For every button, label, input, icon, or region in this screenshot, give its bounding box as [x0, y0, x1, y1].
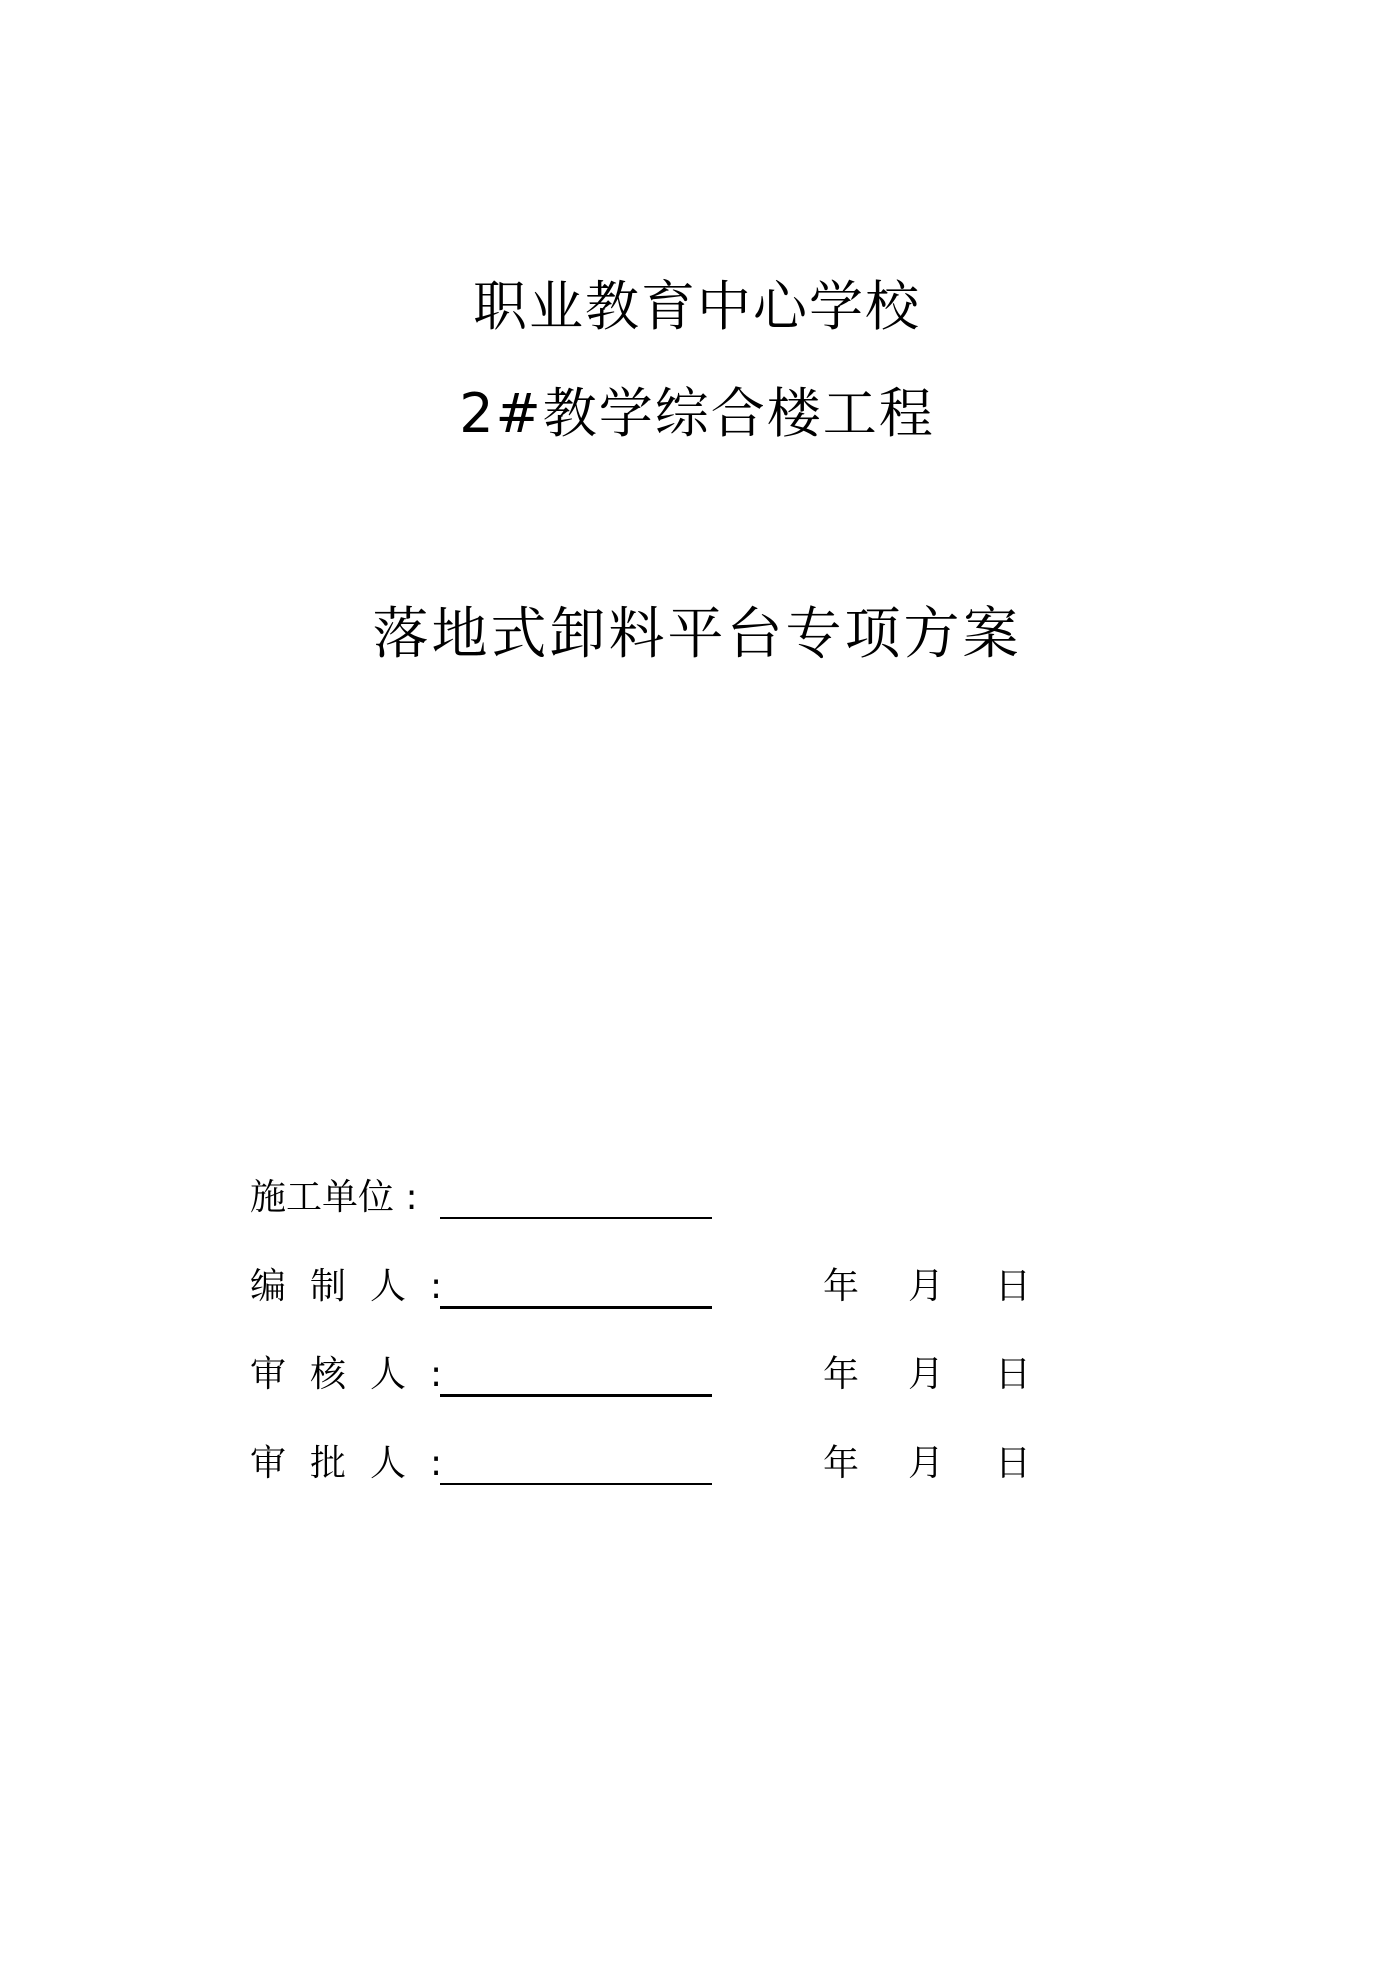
title-plan: 落地式卸料平台专项方案 [372, 602, 1022, 667]
reviewer-date-day: 日 [995, 1354, 1032, 1395]
approver-date-year: 年 [823, 1443, 860, 1484]
editor-date-year: 年 [823, 1266, 860, 1307]
title-project: 2#教学综合楼工程 [459, 382, 935, 445]
approver-blank-line [440, 1483, 712, 1485]
signature-row-editor [250, 1262, 1150, 1312]
approver-label: 审批人: [250, 1443, 467, 1484]
editor-date-month: 月 [908, 1266, 945, 1307]
signature-row-approver [250, 1439, 1150, 1489]
construction-unit-blank-line [440, 1217, 712, 1219]
editor-blank-line [440, 1306, 712, 1309]
title-school: 职业教育中心学校 [473, 275, 921, 338]
reviewer-date-month: 月 [908, 1354, 945, 1395]
reviewer-blank-line [440, 1394, 712, 1397]
reviewer-label: 审核人: [250, 1354, 467, 1395]
signature-row-reviewer [250, 1350, 1150, 1400]
signature-row-construction-unit [250, 1173, 1150, 1223]
approver-date-day: 日 [995, 1443, 1032, 1484]
reviewer-date-year: 年 [823, 1354, 860, 1395]
approver-date-month: 月 [908, 1443, 945, 1484]
editor-date-day: 日 [995, 1266, 1032, 1307]
construction-unit-label: 施工单位 : [250, 1177, 418, 1218]
editor-label: 编制人: [250, 1266, 467, 1307]
